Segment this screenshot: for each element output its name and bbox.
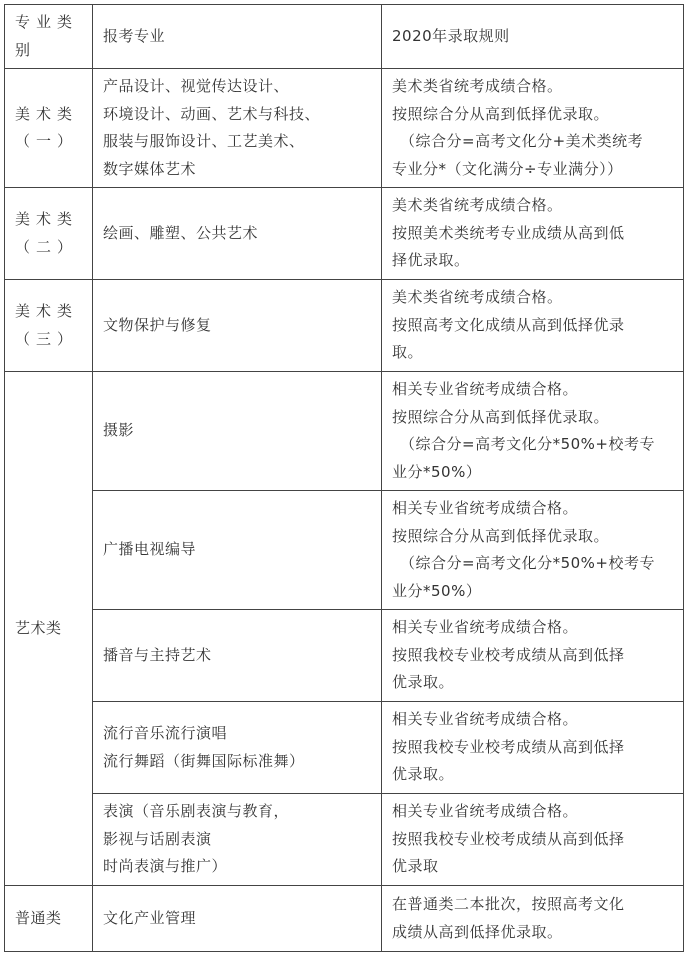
table-row bbox=[5, 491, 684, 610]
major-cell: 产品设计、视觉传达设计、 环境设计、动画、艺术与科技、 服装与服饰设计、工艺美术、 数字媒体艺术 bbox=[93, 69, 382, 188]
major-cell: 绘画、雕塑、公共艺术 bbox=[93, 188, 382, 280]
major-cell: 文化产业管理 bbox=[93, 886, 382, 952]
table-row bbox=[5, 69, 684, 188]
table-row bbox=[5, 610, 684, 702]
admission-rules-table bbox=[4, 4, 684, 952]
category-cell: 美术类 （一） bbox=[5, 69, 93, 188]
rule-cell: 相关专业省统考成绩合格。 按照综合分从高到低择优录取。 （综合分=高考文化分*50%+校考专 业分*50%） bbox=[382, 372, 684, 491]
major-cell: 流行音乐流行演唱 流行舞蹈（街舞国际标准舞） bbox=[93, 702, 382, 794]
major-cell: 广播电视编导 bbox=[93, 491, 382, 610]
category-cell: 美术类 （二） bbox=[5, 188, 93, 280]
rule-cell: 相关专业省统考成绩合格。 按照我校专业校考成绩从高到低择 优录取。 bbox=[382, 610, 684, 702]
rule-cell: 相关专业省统考成绩合格。 按照我校专业校考成绩从高到低择 优录取。 bbox=[382, 702, 684, 794]
table-row bbox=[5, 372, 684, 491]
rule-cell: 美术类省统考成绩合格。 按照高考文化成绩从高到低择优录 取。 bbox=[382, 280, 684, 372]
header-major-cell: 报考专业 bbox=[93, 5, 382, 69]
header-category-cell: 专业类 别 bbox=[5, 5, 93, 69]
rule-cell: 相关专业省统考成绩合格。 按照综合分从高到低择优录取。 （综合分=高考文化分*50%+校考专 业分*50%） bbox=[382, 491, 684, 610]
rule-cell: 美术类省统考成绩合格。 按照美术类统考专业成绩从高到低 择优录取。 bbox=[382, 188, 684, 280]
table-row bbox=[5, 188, 684, 280]
table-row bbox=[5, 280, 684, 372]
category-cell: 普通类 bbox=[5, 886, 93, 952]
category-cell: 美术类 （三） bbox=[5, 280, 93, 372]
table-row bbox=[5, 794, 684, 886]
major-cell: 文物保护与修复 bbox=[93, 280, 382, 372]
category-cell: 艺术类 bbox=[5, 372, 93, 886]
rule-cell: 相关专业省统考成绩合格。 按照我校专业校考成绩从高到低择 优录取 bbox=[382, 794, 684, 886]
table-row bbox=[5, 702, 684, 794]
major-cell: 摄影 bbox=[93, 372, 382, 491]
rule-cell: 在普通类二本批次，按照高考文化 成绩从高到低择优录取。 bbox=[382, 886, 684, 952]
major-cell: 表演（音乐剧表演与教育， 影视与话剧表演 时尚表演与推广） bbox=[93, 794, 382, 886]
major-cell: 播音与主持艺术 bbox=[93, 610, 382, 702]
rule-cell: 美术类省统考成绩合格。 按照综合分从高到低择优录取。 （综合分=高考文化分+美术类统考 专业分*（文化满分÷专业满分）） bbox=[382, 69, 684, 188]
header-rule-cell: 2020年录取规则 bbox=[382, 5, 684, 69]
table-row bbox=[5, 886, 684, 952]
table-header-row bbox=[5, 5, 684, 69]
